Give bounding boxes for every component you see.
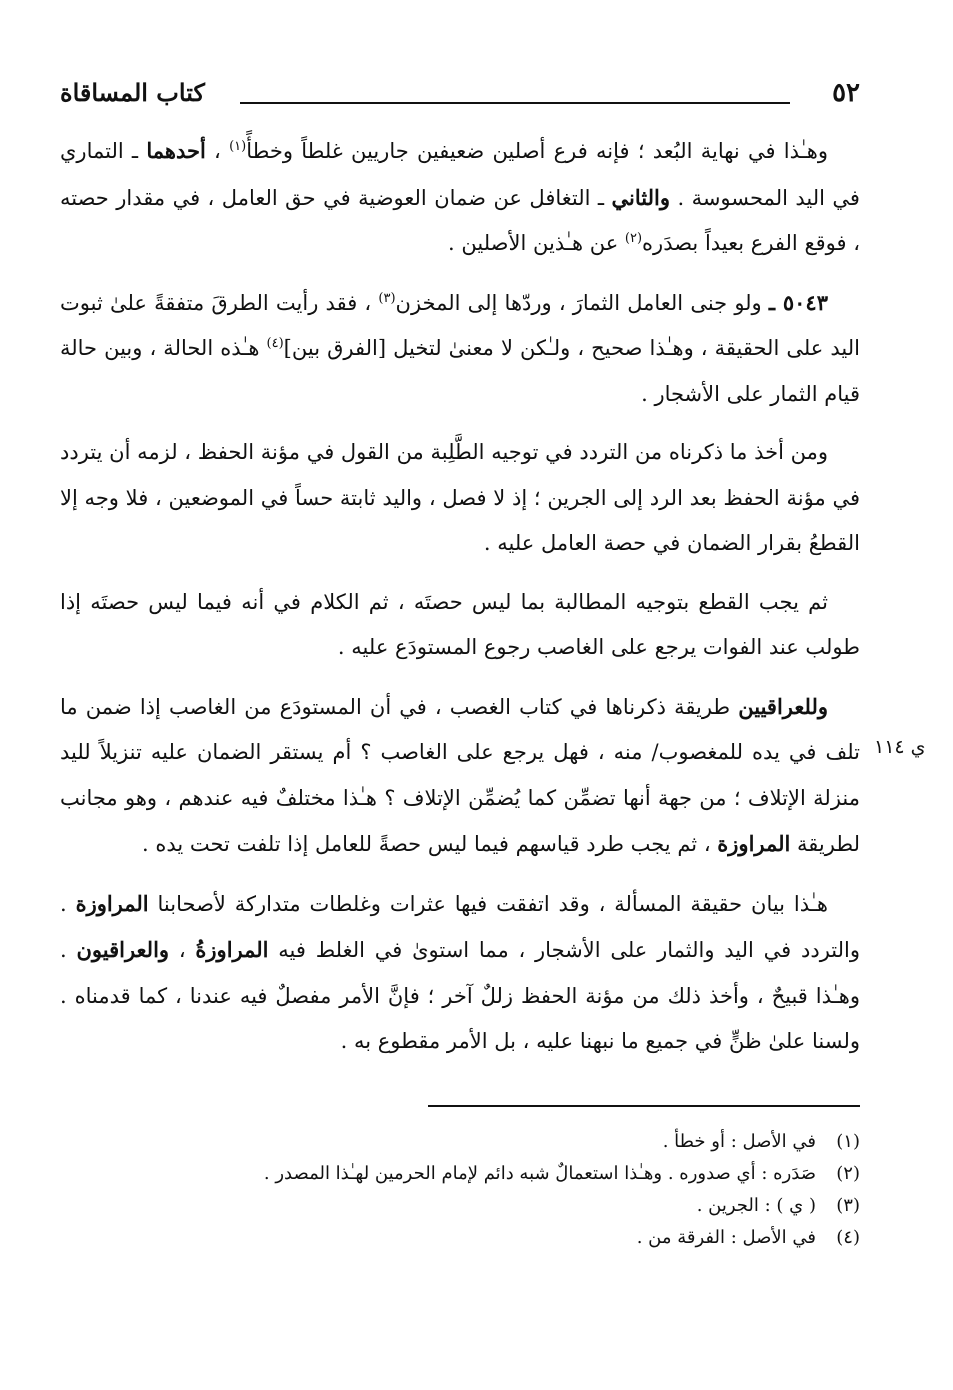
footnotes (60, 1126, 860, 1254)
margin-note: ي ١١٤ (874, 736, 926, 758)
footnote-ref: (١) (229, 139, 247, 154)
bold-term: المراوزة (75, 890, 149, 916)
footnote-text: صَدَره : أي صدوره . وهـٰذا استعمالٌ شبه دائم لإمام الحرمين لهـٰذا المصدر . (263, 1163, 816, 1184)
bold-term: وللعراقيين (738, 693, 828, 719)
book-title: كتاب المساقاة (60, 78, 205, 107)
section-number: ٥٠٤٣ ـ (768, 289, 828, 315)
paragraph: ٥٠٤٣ ـ ولو جنى العامل الثمارَ ، وردّها إلى المخزن$^{(٣)}$ ، فقد رأيت الطرقَ متفقةً علىٰ ثبوت اليد على الحقيقة ، وهـٰذا صحيح ، ولـٰكن لا معنىٰ لتخيل [الفرق بين]$^{(٤)}$ هـٰذه الحالة ، وبين حالة قيام الثمار على الأشجار . (60, 289, 860, 406)
footnote-ref: (٢) (624, 231, 643, 246)
footnote-text: في الأصل : الفرقة من . (636, 1227, 816, 1248)
footnote-number: (٣) (836, 1195, 860, 1216)
footnote-text: ( ي ) : الجرين . (696, 1195, 816, 1216)
page-header (60, 78, 860, 118)
page-number: ٥٢ (832, 78, 860, 108)
bold-term: المراوزة (717, 831, 791, 856)
footnote-text: في الأصل : أو خطأ . (662, 1131, 816, 1152)
footnote-number: (٢) (836, 1163, 860, 1184)
footnote-ref: (٤) (266, 336, 284, 351)
footnote (60, 1158, 860, 1190)
footnote (60, 1222, 860, 1254)
bold-term: والعراقيون (76, 937, 170, 962)
footnote (60, 1126, 860, 1158)
bold-term: المراوزةُ (195, 937, 269, 962)
paragraph: وهـٰذا في نهاية البُعد ؛ فإنه فرع أصلين ضعيفين جاريين غلطاً وخطأً$^{(١)}$ ، أحدهما ـ التماري في اليد المحسوسة . والثاني ـ التغافل عن ضمان العوضية في حق العامل ، في مقدار حصته ، فوقع الفرع بعيداً بصدَره$^{(٢)}$ عن هـٰذين الأصلين . (60, 138, 860, 255)
paragraph: ثم يجب القطع بتوجيه المطالبة بما ليس حصتَه ، ثم الكلام في أنه فيما ليس حصتَه إذا طولب عند الفوات يرجع على الغاصب رجوع المستودَع عليه . (60, 589, 860, 659)
bold-term: أحدهما (146, 138, 206, 163)
paragraph: هـٰذا بيان حقيقة المسألة ، وقد اتفقت فيها عثرات وغلطات متداركة لأصحابنا المراوزة . والتردد في اليد والثمار على الأشجار ، مما استوىٰ في الغلط فيه المراوزةُ ، والعراقيون . وهـٰذا قبيحٌ ، وأخذ ذلك من مؤنة الحفظ زللٌ آخر ؛ فإنَّ الأمر مفصلٌ فيه عندنا ، كما قدمناه . ولسنا علىٰ ظنٍّ في جميع ما نبهنا عليه ، بل الأمر مقطوع به . (60, 890, 860, 1053)
bold-term: والثاني (611, 184, 670, 210)
paragraph: وللعراقيين طريقة ذكرناها في كتاب الغصب ، في أن المستودَع من الغاصب إذا ضمن ما تلف في يده للمغصوب/ منه ، فهل يرجع على الغاصب ؟ أم يستقر الضمان عليه تنزيلاً لليد منزلة الإتلاف ؛ من جهة أنها تضمِّن كما يُضمِّن الإتلاف ؟ هـٰذا مختلفٌ فيه عندهم ، وهو مجانب لطريقة المراوزة ، ثم يجب طرد قياسهم فيما ليس حصةً للعامل إذا تلفت تحت يده . (60, 693, 860, 856)
paragraph: ومن أخذ ما ذكرناه من التردد في توجيه الطَّلِبة من القول في مؤنة الحفظ ، لزمه أن يتردد في مؤنة الحفظ بعد الرد إلى الجرين ؛ إذ لا فصل ، واليد ثابتة حساً في الموضعين ، فلا وجه إلا القطعُ بقرار الضمان في حصة العامل عليه . (60, 440, 860, 555)
footnote (60, 1190, 860, 1222)
footnote-number: (١) (836, 1131, 860, 1152)
header-rule (240, 102, 790, 104)
main-text (60, 128, 860, 1078)
footnote-rule (428, 1105, 860, 1107)
footnote-ref: (٣) (378, 290, 396, 306)
footnote-number: (٤) (836, 1227, 860, 1248)
